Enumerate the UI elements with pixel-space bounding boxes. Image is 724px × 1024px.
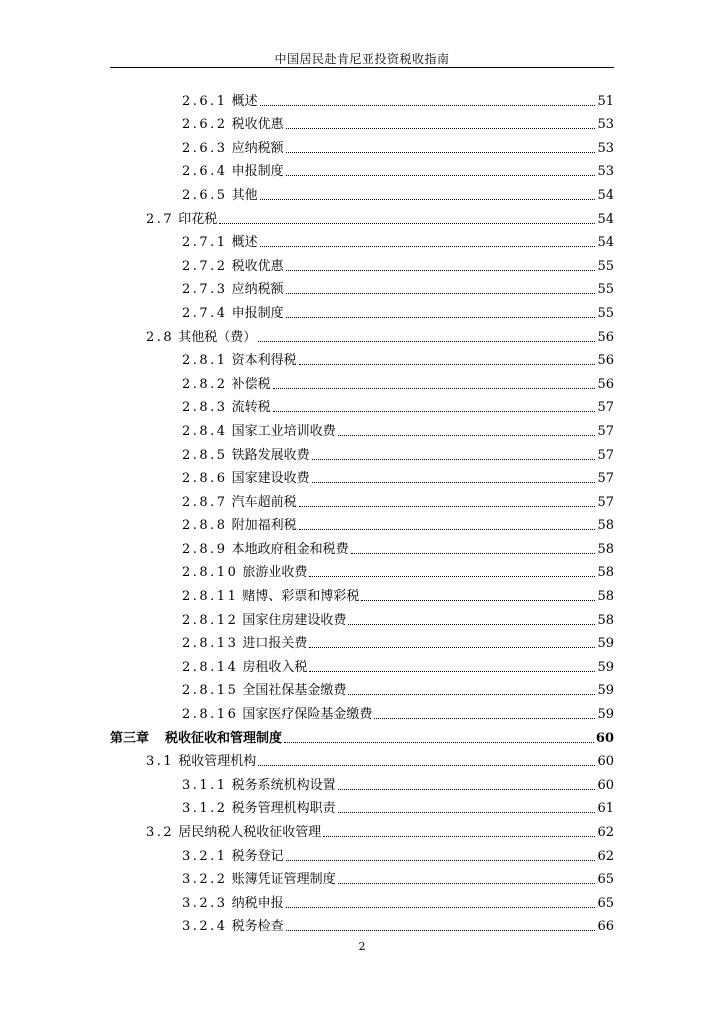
toc-entry-page: 62 (597, 825, 614, 840)
toc-entry[interactable] (0, 180, 724, 204)
toc-entry-number: 3.2 (146, 825, 175, 840)
toc-entry-title: 纳税申报 (231, 895, 284, 911)
toc-entry-number: 2.8.2 (182, 376, 228, 392)
toc-entry-number: 2.8.9 (182, 541, 228, 557)
toc-dot-leader (361, 600, 595, 601)
toc-entry-page: 60 (597, 754, 614, 770)
toc-entry[interactable] (0, 699, 724, 723)
toc-entry-title: 赌博、彩票和博彩税 (242, 589, 360, 605)
toc-entry-number: 2.8 (146, 329, 175, 345)
toc-entry-number: 3.2.2 (182, 872, 228, 888)
toc-entry-number: 2.8.1 (182, 353, 228, 369)
toc-dot-leader (299, 506, 596, 507)
toc-entry[interactable] (0, 912, 724, 936)
toc-entry-page: 61 (597, 801, 614, 817)
toc-dot-leader (299, 364, 596, 365)
toc-dot-leader (323, 836, 595, 837)
toc-entry-number: 2.8.8 (182, 518, 228, 534)
toc-entry-number: 3.2.4 (182, 919, 228, 935)
toc-entry-page: 56 (597, 353, 614, 369)
toc-dot-leader (260, 105, 596, 106)
toc-entry-title: 申报制度 (231, 305, 284, 321)
toc-entry-number: 2.6.3 (182, 140, 228, 156)
toc-entry[interactable] (0, 558, 724, 582)
toc-entry-number: 3.1.2 (182, 801, 228, 817)
toc-dot-leader (348, 694, 595, 695)
page-number: 2 (358, 940, 366, 953)
toc-entry-number: 2.7.4 (182, 305, 228, 321)
toc-entry-number: 3.1 (146, 754, 175, 770)
toc-entry[interactable] (0, 464, 724, 488)
toc-dot-leader (286, 175, 596, 176)
toc-entry-page: 60 (595, 730, 614, 746)
toc-dot-leader (309, 576, 595, 577)
toc-entry[interactable] (0, 581, 724, 605)
toc-dot-leader (284, 742, 594, 743)
toc-entry[interactable] (0, 794, 724, 818)
toc-entry-page: 53 (597, 140, 614, 156)
toc-dot-leader (273, 411, 596, 412)
toc-entry-number: 2.8.13 (182, 636, 239, 652)
toc-entry[interactable] (0, 676, 724, 700)
toc-entry-title: 流转税 (231, 400, 271, 416)
toc-entry-page: 57 (597, 447, 614, 463)
toc-entry-title: 应纳税额 (231, 140, 284, 156)
toc-entry-title: 税务系统机构设置 (231, 777, 336, 793)
toc-entry-page: 59 (597, 683, 614, 699)
toc-dot-leader (286, 317, 596, 318)
toc-dot-leader (338, 883, 596, 884)
toc-entry-number: 2.8.12 (182, 612, 239, 628)
toc-entry-number: 2.6.4 (182, 164, 228, 180)
toc-dot-leader (219, 223, 595, 224)
toc-dot-leader (286, 270, 596, 271)
toc-entry-page: 59 (597, 707, 614, 723)
toc-entry[interactable] (0, 369, 724, 393)
toc-entry-page: 58 (597, 565, 614, 581)
toc-entry[interactable] (0, 629, 724, 653)
toc-entry[interactable] (0, 298, 724, 322)
toc-entry[interactable] (0, 723, 724, 747)
toc-entry-title: 概述 (231, 93, 258, 109)
toc-entry[interactable] (0, 204, 724, 228)
toc-entry[interactable] (0, 346, 724, 370)
toc-dot-leader (312, 459, 596, 460)
toc-dot-leader (348, 624, 595, 625)
toc-entry[interactable] (0, 251, 724, 275)
toc-entry-page: 65 (597, 872, 614, 888)
toc-dot-leader (260, 246, 596, 247)
toc-dot-leader (312, 482, 596, 483)
toc-entry-title: 补偿税 (231, 376, 271, 392)
toc-entry[interactable] (0, 416, 724, 440)
toc-entry-number: 第三章 (110, 730, 150, 746)
toc-entry-number: 2.7.1 (182, 235, 228, 251)
toc-entry-title: 印花税 (178, 211, 218, 227)
toc-dot-leader (286, 293, 596, 294)
toc-entry-number: 2.8.15 (182, 683, 239, 699)
toc-entry-page: 59 (597, 659, 614, 675)
toc-entry-page: 57 (597, 423, 614, 439)
toc-entry-number: 3.1.1 (182, 777, 228, 793)
toc-entry-page: 56 (597, 376, 614, 392)
toc-entry-number: 3.2.3 (182, 895, 228, 911)
toc-entry[interactable] (0, 747, 724, 771)
toc-entry-number: 2.6.2 (182, 117, 228, 133)
toc-entry[interactable] (0, 841, 724, 865)
toc-entry-title: 汽车超前税 (231, 494, 297, 510)
toc-entry[interactable] (0, 487, 724, 511)
toc-entry-page: 59 (597, 636, 614, 652)
toc-entry-title: 税收优惠 (231, 117, 284, 133)
toc-entry-page: 58 (597, 541, 614, 557)
toc-entry[interactable] (0, 440, 724, 464)
toc-entry[interactable] (0, 770, 724, 794)
toc-dot-leader (286, 930, 596, 931)
toc-entry-number: 2.8.6 (182, 471, 228, 487)
toc-entry[interactable] (0, 228, 724, 252)
toc-entry-number: 2.8.16 (182, 707, 239, 723)
toc-entry-page: 54 (597, 235, 614, 251)
toc-entry[interactable] (0, 534, 724, 558)
toc-dot-leader (351, 553, 596, 554)
toc-entry-title: 居民纳税人税收征收管理 (178, 825, 322, 840)
toc-dot-leader (309, 647, 595, 648)
toc-dot-leader (299, 529, 596, 530)
toc-entry-title: 账簿凭证管理制度 (231, 872, 336, 888)
toc-dot-leader (286, 860, 596, 861)
toc-entry-title: 附加福利税 (231, 518, 297, 534)
table-of-contents (0, 86, 724, 935)
toc-dot-leader (258, 765, 595, 766)
toc-entry-page: 57 (597, 400, 614, 416)
toc-entry-page: 65 (597, 895, 614, 911)
toc-entry-title: 概述 (231, 235, 258, 251)
toc-entry-number: 2.6.5 (182, 187, 228, 203)
toc-entry-page: 58 (597, 612, 614, 628)
toc-entry-page: 53 (597, 164, 614, 180)
toc-entry[interactable] (0, 888, 724, 912)
toc-entry-page: 54 (597, 187, 614, 203)
toc-entry[interactable] (0, 393, 724, 417)
toc-dot-leader (338, 789, 596, 790)
toc-entry-number: 2.8.7 (182, 494, 228, 510)
toc-entry-title: 税收征收和管理制度 (165, 730, 283, 746)
toc-entry-title: 税收优惠 (231, 258, 284, 274)
toc-dot-leader (260, 199, 596, 200)
toc-dot-leader (338, 812, 596, 813)
toc-entry-number: 2.8.5 (182, 447, 228, 463)
toc-entry-page: 66 (597, 919, 614, 935)
toc-entry[interactable] (0, 865, 724, 889)
toc-entry-title: 其他 (231, 187, 258, 203)
toc-entry-page: 57 (597, 471, 614, 487)
toc-entry-title: 全国社保基金缴费 (242, 683, 347, 699)
toc-entry-number: 2.6.1 (182, 93, 228, 109)
toc-dot-leader (258, 341, 595, 342)
toc-entry-title: 进口报关费 (242, 636, 308, 652)
toc-entry-page: 62 (597, 848, 614, 864)
toc-entry-page: 57 (597, 494, 614, 510)
toc-entry-page: 54 (597, 211, 614, 227)
toc-dot-leader (286, 128, 596, 129)
toc-entry-page: 60 (597, 777, 614, 793)
toc-entry-number: 2.7.3 (182, 282, 228, 298)
toc-entry[interactable] (0, 511, 724, 535)
toc-entry-number: 2.8.10 (182, 565, 239, 581)
toc-entry-title: 本地政府租金和税费 (231, 541, 349, 557)
toc-dot-leader (338, 435, 596, 436)
running-header: 中国居民赴肯尼亚投资税收指南 (274, 52, 450, 66)
toc-dot-leader (286, 907, 596, 908)
toc-entry-page: 55 (597, 305, 614, 321)
toc-entry[interactable] (0, 817, 724, 841)
toc-entry-page: 58 (597, 589, 614, 605)
toc-entry-number: 2.8.4 (182, 423, 228, 439)
toc-entry-title: 铁路发展收费 (231, 447, 310, 463)
toc-entry[interactable] (0, 133, 724, 157)
toc-entry-title: 房租收入税 (242, 659, 308, 675)
toc-entry-title: 国家工业培训收费 (231, 423, 336, 439)
toc-entry[interactable] (0, 652, 724, 676)
toc-entry-title: 应纳税额 (231, 282, 284, 298)
toc-dot-leader (309, 671, 595, 672)
toc-entry-title: 国家建设收费 (231, 471, 310, 487)
toc-entry-page: 58 (597, 518, 614, 534)
toc-entry[interactable] (0, 110, 724, 134)
toc-entry-page: 53 (597, 117, 614, 133)
toc-entry-page: 55 (597, 282, 614, 298)
toc-entry[interactable] (0, 157, 724, 181)
toc-entry-number: 2.8.11 (182, 589, 239, 605)
toc-entry-title: 税务检查 (231, 919, 284, 935)
toc-entry-title: 国家医疗保险基金缴费 (242, 707, 373, 723)
header-rule (110, 67, 614, 68)
toc-dot-leader (374, 718, 595, 719)
toc-entry-number: 2.8.3 (182, 400, 228, 416)
toc-entry-title: 税务登记 (231, 848, 284, 864)
toc-entry-page: 56 (597, 329, 614, 345)
toc-entry[interactable] (0, 605, 724, 629)
toc-entry-title: 国家住房建设收费 (242, 612, 347, 628)
toc-entry-number: 2.8.14 (182, 659, 239, 675)
toc-entry-title: 申报制度 (231, 164, 284, 180)
toc-entry-number: 3.2.1 (182, 848, 228, 864)
toc-entry-title: 旅游业收费 (242, 565, 308, 581)
toc-entry-number: 2.7 (146, 211, 175, 227)
toc-entry-page: 55 (597, 258, 614, 274)
toc-entry[interactable] (0, 86, 724, 110)
toc-dot-leader (286, 152, 596, 153)
toc-entry-title: 税收管理机构 (178, 754, 257, 770)
toc-entry-title: 资本利得税 (231, 353, 297, 369)
toc-dot-leader (273, 388, 596, 389)
toc-entry-page: 51 (597, 93, 614, 109)
toc-entry-number: 2.7.2 (182, 258, 228, 274)
toc-entry[interactable] (0, 322, 724, 346)
toc-entry-title: 其他税（费） (178, 329, 257, 345)
toc-entry-title: 税务管理机构职责 (231, 801, 336, 817)
toc-entry[interactable] (0, 275, 724, 299)
